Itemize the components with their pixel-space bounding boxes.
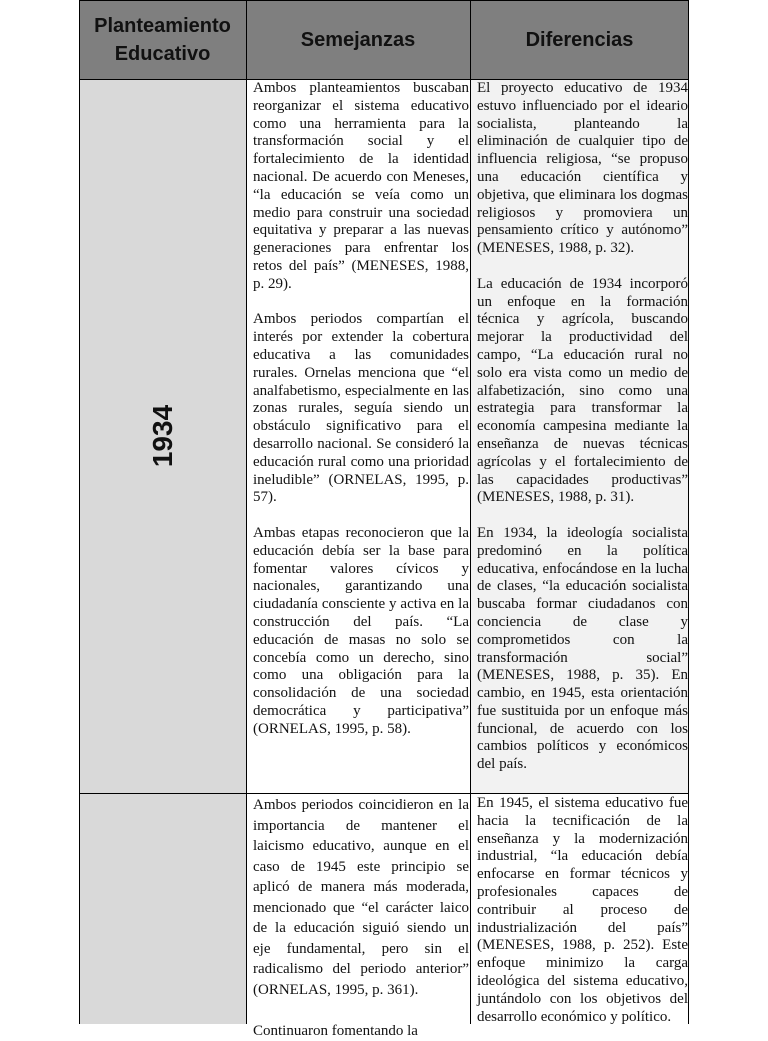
header-line: Planteamiento [94,12,231,40]
grid-line [688,0,689,1024]
header-planteamiento-educativo [79,0,246,79]
diferencias-cell [471,80,689,793]
semejanzas-cell [247,795,470,1024]
diferencia-paragraph: La educación de 1934 incorporó un enfoque en la formación técnica y agrícola, buscando mejorar la productividad del campo, “La educación rural no solo era vista como un medio de alfabetización, sino como una estrategia para transformar la economía campesina mediante la enseñanza de nuevas técnicas agrícolas y el fortalecimiento de las capacidades productivas” (MENESES, 1988, p. 31). [477,276,688,507]
row-label-cell [79,794,246,1024]
grid-line [79,79,689,80]
semejanza-paragraph: Ambos periodos compartían el interés por extender la cobertura educativa a las comunidades rurales. Ornelas menciona que “el analfabetismo, especialmente en las zonas rurales, seguía siendo un obstáculo significativo para el desarrollo nacional. Se consideró la educación rural como una prioridad ineludible” (ORNELAS, 1995, p. 57). [253,311,469,507]
row-label-cell [79,79,246,793]
semejanza-paragraph: Ambos periodos coincidieron en la importancia de mantener el laicismo educativo, aunque en el caso de 1945 este principio se aplicó de manera más moderada, mencionado que “el carácter laico de la educación siguió siendo un eje fundamental, pero sin el radicalismo del periodo anterior” (ORNELAS, 1995, p. 361). [253,795,469,1000]
grid-line [79,793,689,794]
diferencia-paragraph: En 1934, la ideología socialista predominó en la política educativa, enfocándose en la lucha de clases, “la educación socialista buscaba formar ciudadanos con conciencia de clase y comprometidos con la transformación social” (MENESES, 1988, p. 35). En cambio, en 1945, esta orientación fue sustituida por un enfoque más funcional, de acuerdo con los cambios políticos y económicos del país. [477,525,688,774]
diferencia-paragraph: En 1945, el sistema educativo fue hacia la tecnificación de la enseñanza y la modernización industrial, “la educación debía enfocarse en formar técnicos y profesionales capaces de contribuir al proceso de industrialización del país” (MENESES, 1988, p. 252). Este enfoque minimizo la carga ideológica del sistema educativo, juntándolo con los objetivos del desarrollo económico y político. [477,795,688,1026]
grid-line [470,0,471,1024]
header-line: Educativo [94,40,231,68]
grid-line [246,0,247,1024]
grid-line [79,0,689,1]
header-semejanzas: Semejanzas [246,0,470,79]
semejanzas-cell [247,80,470,793]
comparison-table [79,0,689,1024]
grid-line [79,0,80,1024]
diferencias-cell [471,795,689,1024]
header-diferencias: Diferencias [470,0,689,79]
semejanza-paragraph: Ambos planteamientos buscaban reorganizar el sistema educativo como una herramienta para la transformación social y el fortalecimiento de la identidad nacional. De acuerdo con Meneses, “la educación se veía como un medio para construir una sociedad equitativa y preparar a las nuevas generaciones para enfrentar los retos del país” (MENESES, 1988, p. 29). [253,80,469,294]
diferencia-paragraph: El proyecto educativo de 1934 estuvo influenciado por el ideario socialista, planteando la eliminación de cualquier tipo de influencia religiosa, “se propuso una educación científica y objetiva, que eliminara los dogmas religiosos y promoviera un pensamiento crítico y autónomo” (MENESES, 1988, p. 32). [477,80,688,258]
semejanza-paragraph: Ambas etapas reconocieron que la educación debía ser la base para fomentar valores cívicos y nacionales, garantizando una ciudadanía consciente y activa en la construcción del país. “La educación de masas no solo se concebía como un derecho, sino como una obligación para la consolidación de una sociedad democrática y participativa” (ORNELAS, 1995, p. 58). [253,525,469,739]
semejanza-paragraph: Continuaron fomentando la [253,1021,469,1041]
row-label-year: 1934 [147,405,179,467]
